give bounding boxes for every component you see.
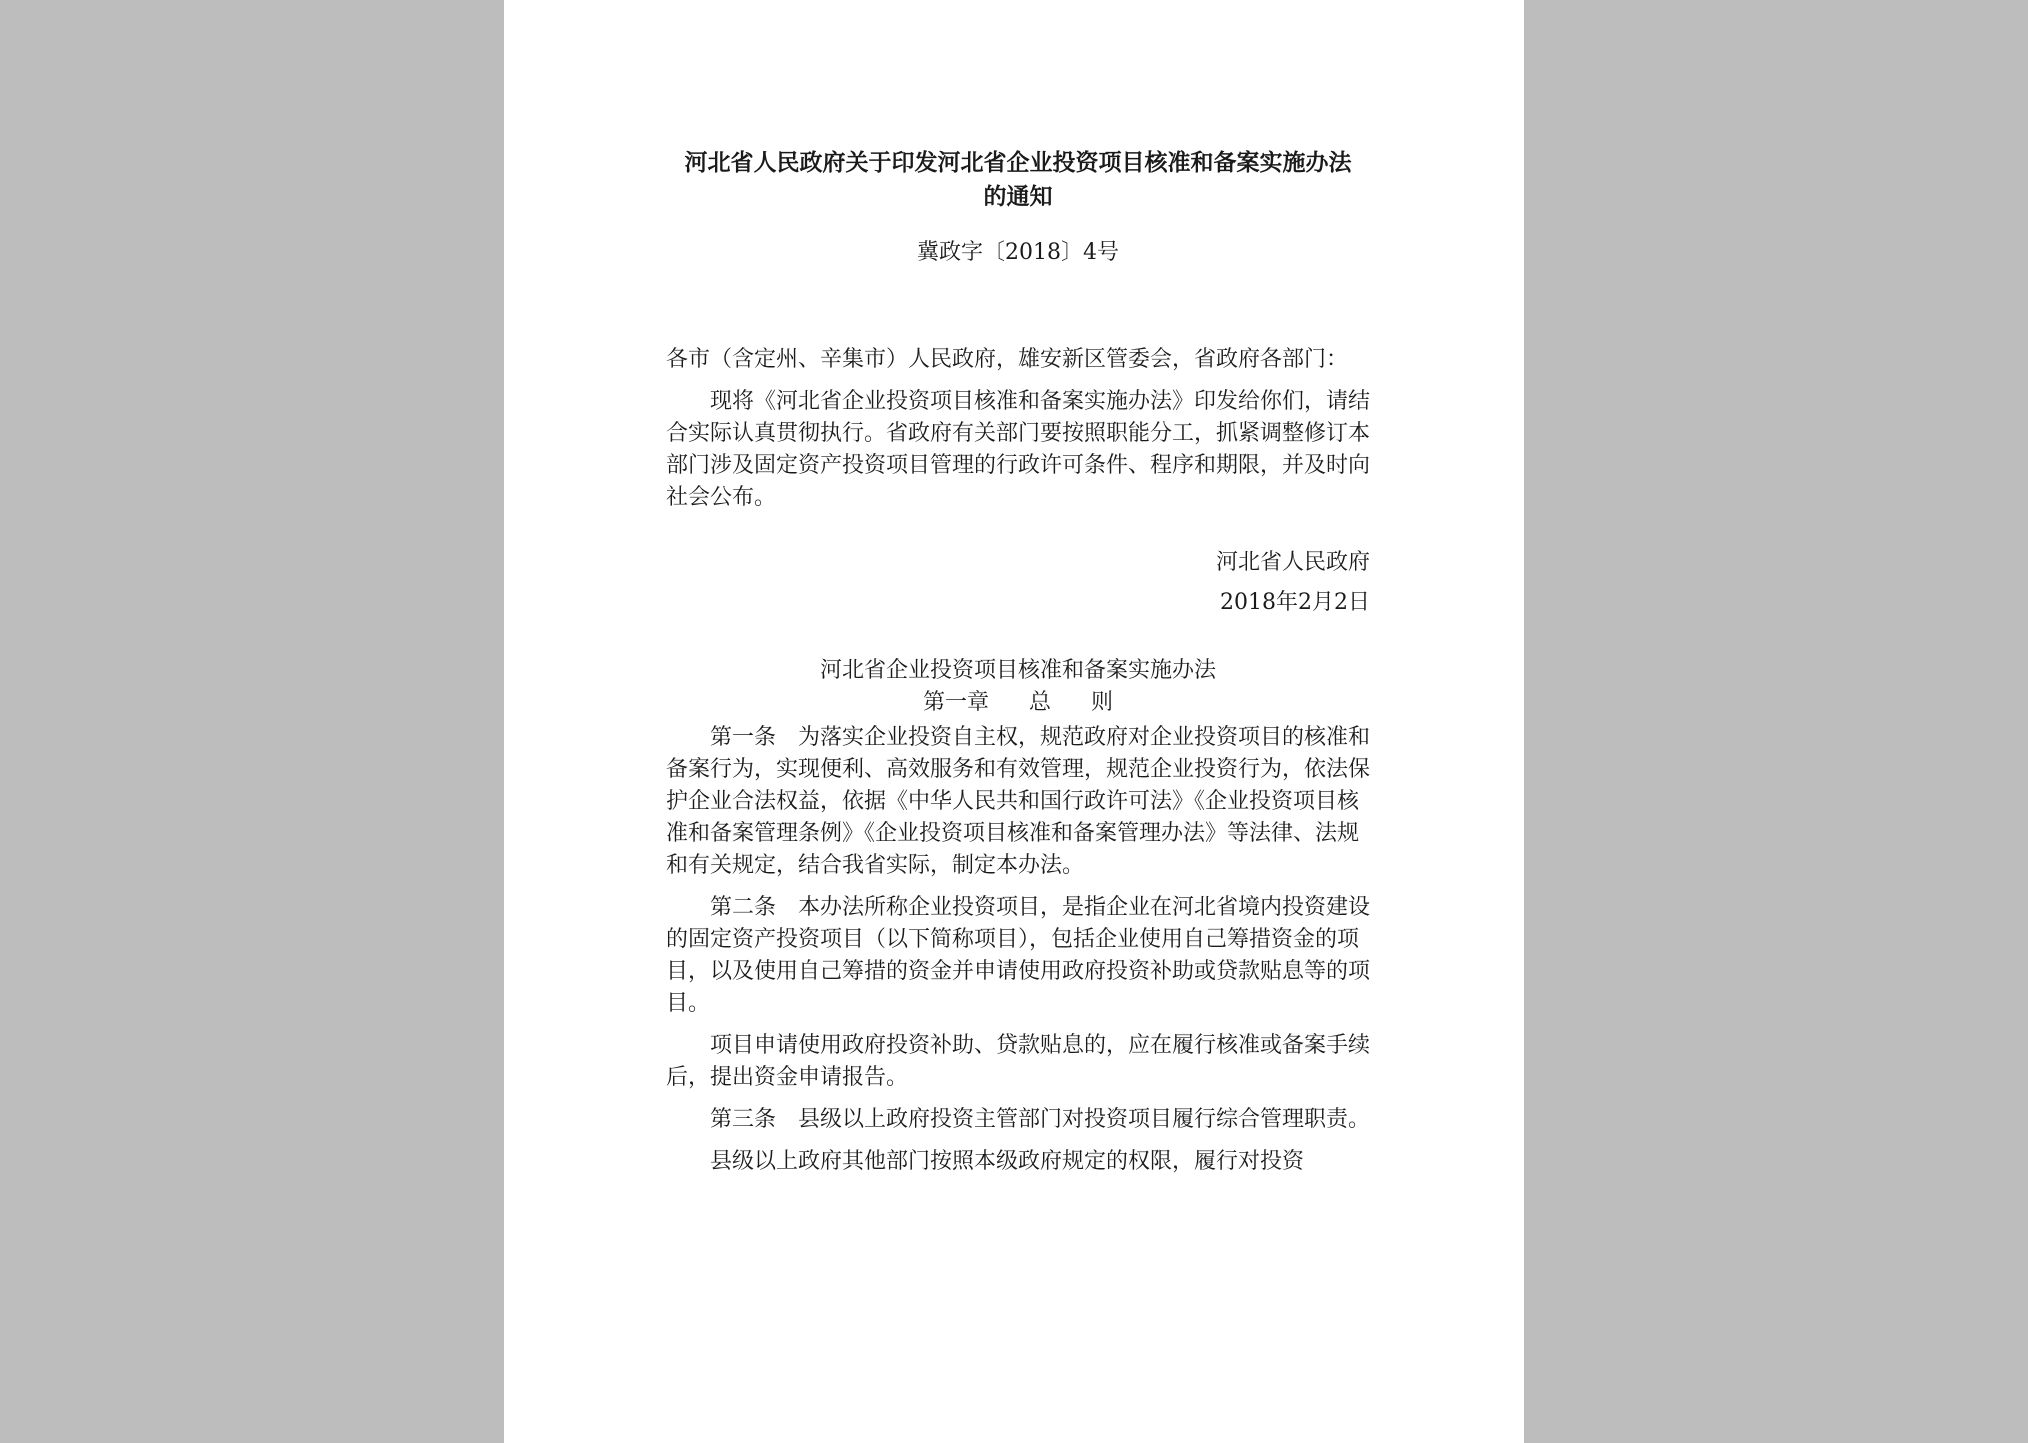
article-paragraph: 第二条 本办法所称企业投资项目，是指企业在河北省境内投资建设的固定资产投资项目（以下简称项目），包括企业使用自己筹措资金的项目，以及使用自己筹措的资金并申请使用政府投资补助或贷款贴息等的项目。 <box>666 895 1371 1016</box>
chapter-title-part2: 则 <box>1091 690 1114 715</box>
chapter-title-part1: 总 <box>1028 690 1051 715</box>
document-page <box>504 0 1524 1443</box>
chapter-label: 第一章 <box>922 690 989 715</box>
chapter-heading <box>666 688 1370 718</box>
article-paragraph: 第一条 为落实企业投资自主权，规范政府对企业投资项目的核准和备案行为，实现便利、高效服务和有效管理，规范企业投资行为，依法保护企业合法权益，依据《中华人民共和国行政许可法》《企业投资项目核准和备案管理条例》《企业投资项目核准和备案管理办法》等法律、法规和有关规定，结合我省实际，制定本办法。 <box>666 725 1371 878</box>
document-title <box>666 146 1370 214</box>
article-paragraph: 项目申请使用政府投资补助、贷款贴息的，应在履行核准或备案手续后，提出资金申请报告。 <box>666 1033 1371 1090</box>
article-paragraph: 县级以上政府其他部门按照本级政府规定的权限，履行对投资 <box>710 1149 1305 1174</box>
document-number: 冀政字〔2018〕4号 <box>917 240 1119 265</box>
issuer: 河北省人民政府 <box>1215 550 1370 575</box>
salutation: 各市（含定州、辛集市）人民政府，雄安新区管委会，省政府各部门： <box>666 347 1349 372</box>
document-title-line1: 河北省人民政府关于印发河北省企业投资项目核准和备案实施办法 <box>684 150 1352 176</box>
measures-title: 河北省企业投资项目核准和备案实施办法 <box>819 658 1216 683</box>
intro-paragraph: 现将《河北省企业投资项目核准和备案实施办法》印发给你们，请结合实际认真贯彻执行。省政府有关部门要按照职能分工，抓紧调整修订本部门涉及固定资产投资项目管理的行政许可条件、程序和期限，并及时向社会公布。 <box>666 389 1371 510</box>
document-title-line2: 的通知 <box>983 184 1053 210</box>
article-paragraph: 第三条 县级以上政府投资主管部门对投资项目履行综合管理职责。 <box>710 1107 1371 1132</box>
issue-date: 2018年2月2日 <box>1220 590 1370 615</box>
document-content <box>666 146 1370 1178</box>
